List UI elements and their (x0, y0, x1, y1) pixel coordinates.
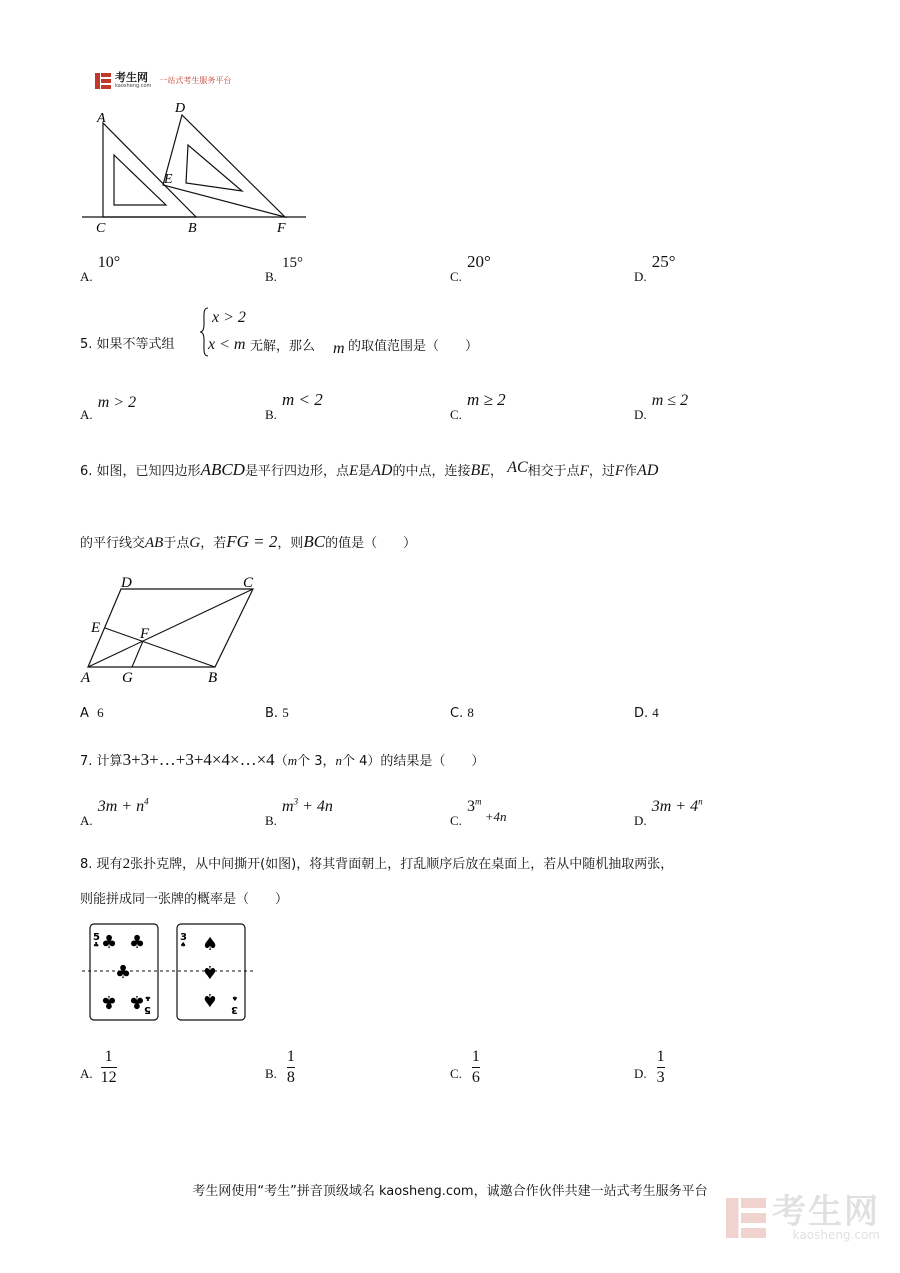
q7-option-d[interactable] (634, 796, 703, 828)
kaosheng-watermark-icon (726, 1196, 766, 1240)
fraction-bar (657, 1067, 665, 1068)
option-value: 25° (651, 252, 676, 271)
fraction-denominator: 12 (100, 1069, 117, 1086)
option-letter: D. (634, 706, 649, 721)
question-number: 6. (80, 464, 93, 479)
fraction-bar (287, 1067, 295, 1068)
option-fraction (287, 1048, 295, 1087)
option-value: m ≤ 2 (651, 392, 689, 409)
page-footer: 考生网使用“考生”拼音顶级域名 kaosheng.com，诚邀合作伙伴共建一站式考生服务平台 (192, 1184, 708, 1199)
option-value-base: m (282, 798, 294, 815)
q4-triangle-def-inner (186, 145, 242, 191)
option-value-exponent: m (475, 796, 482, 807)
q5-text-prefix: 如果不等式组 (96, 337, 175, 352)
question-number: 5. (80, 337, 93, 352)
q6-equation: FG = 2 (226, 532, 278, 551)
watermark-text (772, 1192, 880, 1242)
q6-label-e: E (91, 620, 101, 636)
club-small-icon: ♣ (144, 994, 151, 1002)
option-letter: D. (634, 269, 647, 284)
q4-label-d: D (175, 101, 186, 116)
q4-option-b[interactable] (265, 252, 304, 284)
q5-option-a[interactable] (80, 392, 137, 422)
q4-option-c[interactable] (450, 252, 491, 284)
q8-line-2: 则能拼成同一张牌的概率是（ ） (80, 892, 289, 907)
q6-text: 于点 (163, 536, 190, 551)
q8-text: 现有 (96, 857, 123, 872)
option-value-base: 3m + n (97, 798, 145, 815)
q7-text: 计算 (96, 754, 123, 769)
option-value (282, 798, 333, 815)
option-value (467, 796, 507, 824)
q6-text: 的中点，连接 (392, 464, 471, 479)
q4-label-a: A (97, 111, 106, 126)
card2-rank-bottom: 3 (231, 1004, 238, 1015)
q6-label-a: A (81, 670, 91, 686)
q7-text: 个 4）的结果是（ ） (342, 754, 485, 769)
q8-text: 张扑克牌，从中间撕开(如图)，将其背面朝上，打乱顺序后放在桌面上，若从中随机抽取两张， (130, 857, 674, 872)
option-letter: B. (265, 269, 277, 284)
option-value: m > 2 (97, 394, 137, 411)
q6-option-d[interactable] (634, 705, 659, 721)
option-letter: C. (450, 1065, 462, 1081)
fraction-numerator: 1 (286, 1048, 295, 1065)
q7-option-a[interactable] (80, 796, 149, 828)
q8-option-b[interactable] (265, 1048, 295, 1087)
option-letter: D. (634, 813, 647, 828)
fraction-denominator: 3 (656, 1069, 665, 1086)
q8-figure (78, 920, 258, 1024)
club-icon: ♣ (115, 962, 132, 983)
option-letter: B. (265, 407, 277, 422)
q4-option-d[interactable] (634, 252, 676, 284)
q4-label-e: E (164, 172, 173, 187)
option-value: 15° (282, 255, 304, 271)
logo-domain: kaosheng.com (115, 83, 152, 89)
club-small-icon: ♣ (93, 941, 100, 949)
option-value-exponent: n (698, 796, 703, 807)
q6-text: ，过 (588, 464, 615, 479)
spade-small-icon: ♠ (180, 941, 187, 949)
option-value-exponent: 3 (293, 796, 299, 807)
q5-option-c[interactable] (450, 390, 506, 422)
q6-diagonal-ac (88, 589, 253, 667)
watermark-domain: kaosheng.com (792, 1228, 880, 1242)
q6-label-d: D (121, 575, 132, 591)
club-icon: ♣ (129, 932, 146, 953)
logo-slogan: 一站式考生服务平台 (159, 76, 232, 85)
q5-text-mid: 无解，那么 (250, 339, 316, 354)
option-fraction (657, 1048, 665, 1087)
watermark-name: 考生网 (772, 1192, 880, 1232)
option-value-base: 3m + 4 (651, 798, 699, 815)
q7-text: 个 3， (297, 754, 336, 769)
q7-text: （ (274, 754, 288, 769)
option-value: 8 (467, 705, 474, 720)
q8-option-c[interactable] (450, 1048, 480, 1087)
option-value: m ≥ 2 (467, 390, 506, 409)
q6-var-ad: AD (637, 462, 659, 479)
card2-rank-top: 3 (180, 932, 187, 943)
q6-label-b: B (208, 670, 218, 686)
q6-label-c: C (243, 575, 254, 591)
q7-expression: 3+3+…+3+4×4×…×4 (122, 750, 275, 769)
option-value (98, 798, 149, 815)
q6-var-e: E (348, 463, 359, 479)
card1-rank-top: 5 (93, 932, 100, 943)
option-value: 20° (467, 252, 491, 271)
option-letter: A. (80, 1065, 93, 1081)
option-value: 6 (97, 705, 104, 720)
q6-text: 作 (624, 464, 638, 479)
q6-label-f: F (140, 626, 150, 642)
q4-label-f: F (277, 221, 286, 236)
option-value: 10° (97, 254, 121, 271)
q6-line-1 (80, 460, 658, 480)
spade-icon: ♠ (201, 961, 218, 982)
q6-text: ，若 (200, 536, 227, 551)
q6-var-bc: BC (303, 532, 326, 551)
q5-inequality-1: x > 2 (212, 309, 246, 326)
option-letter: B. (265, 813, 277, 828)
q6-var-be: BE (470, 462, 491, 479)
q6-var-ab: AB (145, 535, 164, 551)
q4-option-a[interactable] (80, 252, 121, 284)
fraction-bar (101, 1067, 117, 1068)
option-value-base: 3 (467, 798, 476, 815)
q8-count: 2 (122, 856, 131, 872)
q6-text: ， (490, 464, 504, 479)
option-value: 4 (652, 705, 659, 720)
q6-label-g: G (122, 670, 133, 686)
q6-var-abcd: ABCD (200, 460, 245, 479)
q6-text: 是平行四边形，点 (244, 464, 349, 479)
q4-triangle-abc-inner (114, 155, 166, 205)
club-icon: ♣ (100, 991, 117, 1012)
q6-segment-be (105, 628, 215, 667)
question-number: 8. (80, 857, 93, 872)
option-letter: C. (450, 706, 464, 721)
q5-var-m: m (333, 340, 345, 357)
option-letter: D. (634, 1065, 647, 1081)
q7-stem (80, 750, 484, 770)
q8-line-1 (80, 853, 673, 873)
option-value (652, 798, 703, 815)
card1-rank-bottom: 5 (144, 1004, 151, 1015)
question-number: 7. (80, 754, 93, 769)
option-value: 5 (282, 705, 289, 720)
option-letter: A. (80, 813, 93, 828)
club-icon: ♣ (128, 991, 145, 1012)
q7-option-b[interactable] (265, 796, 333, 828)
q6-text: ，则 (277, 536, 304, 551)
q6-figure (76, 570, 276, 688)
fraction-numerator: 1 (656, 1048, 665, 1065)
q8-option-d[interactable] (634, 1048, 665, 1087)
q6-line-2 (80, 532, 416, 552)
option-letter: D. (634, 407, 647, 422)
club-icon: ♣ (101, 932, 118, 953)
option-letter: B. (265, 706, 279, 721)
spade-icon: ♠ (202, 934, 219, 955)
fraction-numerator: 1 (471, 1048, 480, 1065)
logo-text (115, 72, 151, 89)
q5-number-prefix (80, 333, 175, 352)
q4-label-c: C (96, 221, 106, 236)
option-fraction (101, 1048, 117, 1087)
q6-text: 相交于点 (527, 464, 580, 479)
header-logo (95, 72, 231, 89)
q6-option-c[interactable] (450, 705, 474, 721)
q8-option-a[interactable] (80, 1048, 117, 1087)
q5-inequality-2: x < m (208, 336, 246, 353)
option-value-exponent: 4 (144, 796, 149, 807)
q6-var-f: F (579, 463, 589, 479)
q5-option-b[interactable] (265, 390, 323, 422)
q6-var-g: G (189, 535, 201, 551)
q7-option-c[interactable] (450, 796, 507, 828)
option-letter: C. (450, 407, 462, 422)
option-letter: A. (80, 407, 93, 422)
q6-text: 的平行线交 (80, 536, 146, 551)
q6-var-ac: AC (507, 459, 528, 476)
option-letter: A. (80, 269, 93, 284)
q7-var-m: m (287, 753, 298, 768)
watermark (726, 1192, 880, 1242)
option-value: m < 2 (282, 390, 323, 409)
q5-option-d[interactable] (634, 390, 689, 422)
q6-option-a[interactable] (80, 705, 104, 721)
option-value-tail: + 4n (298, 798, 333, 815)
q6-var-ad: AD (371, 462, 393, 479)
q6-text: 是 (358, 464, 372, 479)
q4-figure (78, 95, 318, 240)
option-value-tail: +4n (481, 809, 507, 824)
fraction-denominator: 6 (471, 1069, 480, 1086)
q6-var-f: F (614, 463, 625, 479)
option-fraction (472, 1048, 480, 1087)
q6-option-b[interactable] (265, 705, 289, 721)
option-letter: A (80, 706, 89, 721)
option-letter: C. (450, 269, 462, 284)
q5-text-suffix: 的取值范围是（ ） (348, 339, 479, 354)
fraction-bar (472, 1067, 480, 1068)
fraction-numerator: 1 (104, 1048, 113, 1065)
option-letter: C. (450, 813, 462, 828)
spade-small-icon: ♠ (231, 994, 238, 1002)
fraction-denominator: 8 (286, 1069, 295, 1086)
q7-var-n: n (335, 753, 342, 768)
q6-text: 如图，已知四边形 (96, 464, 201, 479)
kaosheng-logo-icon (95, 73, 111, 89)
q4-triangle-abc (103, 123, 196, 217)
logo-name: 考生网 (115, 71, 148, 84)
option-letter: B. (265, 1065, 277, 1081)
spade-icon: ♠ (201, 989, 218, 1010)
q6-text: 的值是（ ） (325, 536, 417, 551)
q4-label-b: B (188, 221, 197, 236)
